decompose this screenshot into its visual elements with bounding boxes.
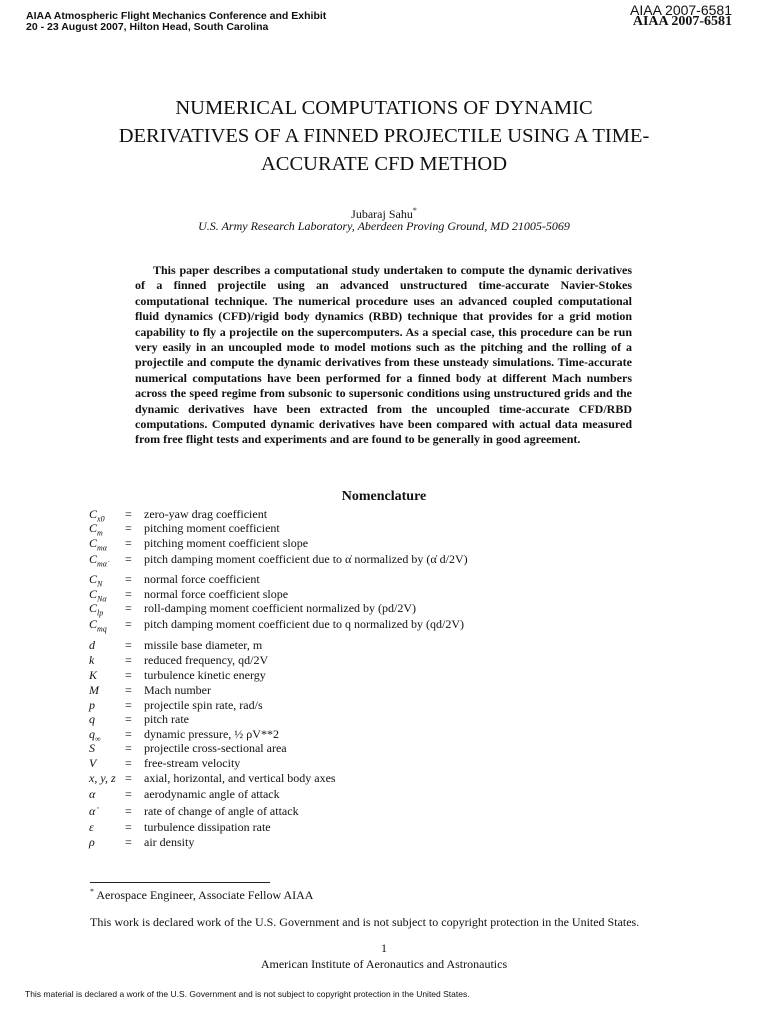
symbol-base: M bbox=[89, 683, 99, 697]
nomenclature-row bbox=[89, 601, 689, 616]
nomenclature-definition: turbulence dissipation rate bbox=[144, 820, 271, 834]
footnote-marker: * bbox=[90, 887, 94, 896]
symbol-base: C bbox=[89, 572, 98, 586]
symbol-base: C bbox=[89, 536, 98, 550]
nomenclature-row bbox=[89, 787, 689, 802]
nomenclature-definition: projectile cross-sectional area bbox=[144, 741, 287, 755]
abstract-text: This paper describes a computational study undertaken to compute the dynamic derivatives of a finned projectile using an advanced unstructured time-accurate Navier-Stokes computational technique. The numerical procedure uses an advanced coupled computational fluid dynamics (CFD)/rigid body dynamics (RBD) technique that provides for a grid motion capability to fly a projectile on the supercomputers. As a special case, this procedure can be run very easily in an uncoupled mode to model motions such as the pitching and the rolling of a projectile and compute the dynamic derivatives from these unsteady simulations. Time-accurate numerical computations have been performed for a finned body at different Mach numbers across the speed regime from subsonic to supersonic conditions using unstructured grids and the dynamic derivatives have been extracted from the uncoupled time-accurate CFD/RBD computations. Computed dynamic derivatives have been compared with actual data measured from free flight tests and experiments and are found to be generally in good agreement. bbox=[135, 263, 632, 447]
nomenclature-row bbox=[89, 804, 689, 819]
symbol-base: V bbox=[89, 756, 97, 770]
nomenclature-definition: turbulence kinetic energy bbox=[144, 668, 266, 682]
symbol-subscript: mα bbox=[97, 543, 107, 553]
nomenclature-symbol bbox=[89, 712, 95, 727]
nomenclature-definition: zero-yaw drag coefficient bbox=[144, 507, 268, 521]
equals-sign: = bbox=[125, 756, 132, 770]
symbol-base: d bbox=[89, 638, 95, 652]
symbol-subscript: x0 bbox=[97, 514, 105, 524]
nomenclature-row bbox=[89, 712, 689, 727]
equals-sign: = bbox=[125, 536, 132, 550]
symbol-base: q bbox=[89, 712, 95, 726]
equals-sign: = bbox=[125, 683, 132, 697]
copyright-note: This material is declared a work of the U.S. Government and is not subject to copyright protection in the United States. bbox=[25, 989, 470, 999]
nomenclature-symbol bbox=[89, 653, 94, 668]
nomenclature-symbol bbox=[89, 756, 96, 771]
title-line-2: DERIVATIVES OF A FINNED PROJECTILE USING A TIME- bbox=[118, 125, 650, 147]
nomenclature-symbol bbox=[89, 820, 94, 835]
equals-sign: = bbox=[125, 587, 132, 601]
nomenclature-row bbox=[89, 587, 689, 602]
symbol-base: ρ bbox=[89, 835, 95, 849]
equals-sign: = bbox=[125, 698, 132, 712]
nomenclature-symbol bbox=[89, 638, 95, 653]
equals-sign: = bbox=[125, 653, 132, 667]
symbol-subscript: Nα bbox=[97, 594, 107, 604]
symbol-base: C bbox=[89, 617, 98, 631]
conference-header bbox=[26, 11, 326, 33]
nomenclature-row bbox=[89, 820, 689, 835]
paper-id-bottom: AIAA 2007-6581 bbox=[632, 14, 732, 29]
equals-sign: = bbox=[125, 727, 132, 741]
symbol-base: S bbox=[89, 741, 95, 755]
nomenclature-row bbox=[89, 741, 689, 756]
nomenclature-row bbox=[89, 683, 689, 698]
nomenclature-definition: axial, horizontal, and vertical body axes bbox=[144, 771, 336, 785]
nomenclature-row bbox=[89, 835, 689, 850]
nomenclature-symbol bbox=[89, 617, 107, 636]
nomenclature-definition: reduced frequency, qd/2V bbox=[144, 653, 269, 667]
nomenclature-row bbox=[89, 756, 689, 771]
nomenclature-row bbox=[89, 668, 689, 683]
author-affiliation: U.S. Army Research Laboratory, Aberdeen Proving Ground, MD 21005-5069 bbox=[198, 219, 570, 233]
symbol-base: C bbox=[89, 521, 98, 535]
symbol-base: ε bbox=[89, 820, 94, 834]
equals-sign: = bbox=[125, 787, 132, 801]
nomenclature-row bbox=[89, 507, 689, 522]
equals-sign: = bbox=[125, 638, 132, 652]
nomenclature-heading: Nomenclature bbox=[341, 489, 427, 504]
equals-sign: = bbox=[125, 601, 132, 615]
conference-dates: 20 - 23 August 2007, Hilton Head, South Carolina bbox=[26, 21, 269, 33]
symbol-subscript: mq bbox=[97, 624, 107, 634]
symbol-subscript: lp bbox=[97, 608, 104, 618]
nomenclature-symbol bbox=[89, 683, 99, 698]
equals-sign: = bbox=[125, 741, 132, 755]
nomenclature-definition: pitching moment coefficient bbox=[144, 521, 280, 535]
nomenclature-row bbox=[89, 552, 689, 567]
publisher-name: American Institute of Aeronautics and Astronautics bbox=[260, 957, 508, 971]
nomenclature-definition: pitch damping moment coefficient due to α̇ normalized by (α̇ d/2V) bbox=[144, 552, 468, 566]
author-name: Jubaraj Sahu bbox=[351, 207, 413, 221]
symbol-base: C bbox=[89, 507, 98, 521]
equals-sign: = bbox=[125, 820, 132, 834]
equals-sign: = bbox=[125, 804, 132, 818]
nomenclature-definition: normal force coefficient bbox=[144, 572, 260, 586]
symbol-base: q bbox=[89, 727, 95, 741]
nomenclature-symbol bbox=[89, 698, 95, 713]
title-line-3: ACCURATE CFD METHOD bbox=[260, 153, 508, 175]
symbol-base: k bbox=[89, 653, 95, 667]
nomenclature-definition: pitching moment coefficient slope bbox=[144, 536, 309, 550]
paper-id-top: AIAA 2007-6581 bbox=[630, 2, 732, 18]
footnote-text: Aerospace Engineer, Associate Fellow AIAA bbox=[96, 888, 314, 902]
equals-sign: = bbox=[125, 617, 132, 631]
equals-sign: = bbox=[125, 668, 132, 682]
equals-sign: = bbox=[125, 712, 132, 726]
nomenclature-symbol bbox=[89, 787, 95, 802]
nomenclature-definition: projectile spin rate, rad/s bbox=[144, 698, 263, 712]
nomenclature-definition: pitch rate bbox=[144, 712, 189, 726]
nomenclature-symbol bbox=[89, 741, 95, 756]
paper-title bbox=[60, 94, 708, 178]
nomenclature-row bbox=[89, 771, 689, 786]
equals-sign: = bbox=[125, 771, 132, 785]
nomenclature-row bbox=[89, 638, 689, 653]
nomenclature-symbol bbox=[89, 668, 97, 683]
nomenclature-definition: aerodynamic angle of attack bbox=[144, 787, 280, 801]
nomenclature-row bbox=[89, 727, 689, 742]
symbol-base: α̇ bbox=[89, 804, 96, 818]
symbol-subscript: mα̇ bbox=[97, 559, 107, 569]
equals-sign: = bbox=[125, 552, 132, 566]
nomenclature-row bbox=[89, 653, 689, 668]
nomenclature-symbol bbox=[89, 804, 95, 819]
symbol-base: p bbox=[89, 698, 95, 712]
nomenclature-definition: normal force coefficient slope bbox=[144, 587, 289, 601]
nomenclature-row bbox=[89, 698, 689, 713]
nomenclature-definition: free-stream velocity bbox=[144, 756, 241, 770]
nomenclature-symbol bbox=[89, 771, 116, 786]
conference-name: AIAA Atmospheric Flight Mechanics Conference and Exhibit bbox=[26, 10, 327, 22]
symbol-base: C bbox=[89, 587, 98, 601]
equals-sign: = bbox=[125, 572, 132, 586]
nomenclature-symbol bbox=[89, 552, 107, 571]
equals-sign: = bbox=[125, 507, 132, 521]
nomenclature-definition: roll-damping moment coefficient normalized by (pd/2V) bbox=[144, 601, 417, 615]
equals-sign: = bbox=[125, 835, 132, 849]
nomenclature-row bbox=[89, 536, 689, 551]
symbol-base: x, y, z bbox=[89, 771, 116, 785]
symbol-subscript: m bbox=[97, 528, 103, 538]
nomenclature-definition: pitch damping moment coefficient due to q normalized by (qd/2V) bbox=[144, 617, 465, 631]
nomenclature-definition: rate of change of angle of attack bbox=[144, 804, 299, 818]
nomenclature-definition: dynamic pressure, ½ ρV**2 bbox=[144, 727, 279, 741]
nomenclature-symbol bbox=[89, 835, 95, 850]
footnote bbox=[90, 887, 313, 903]
nomenclature-definition: Mach number bbox=[144, 683, 211, 697]
footnote-rule bbox=[90, 882, 270, 883]
symbol-base: K bbox=[89, 668, 98, 682]
government-note: This work is declared work of the U.S. Government and is not subject to copyright protection in the United States. bbox=[90, 915, 640, 929]
title-line-1: NUMERICAL COMPUTATIONS OF DYNAMIC bbox=[175, 97, 593, 119]
symbol-subscript: N bbox=[97, 579, 103, 589]
nomenclature-row bbox=[89, 572, 689, 587]
symbol-base: C bbox=[89, 552, 98, 566]
symbol-base: α bbox=[89, 787, 96, 801]
symbol-base: C bbox=[89, 601, 98, 615]
author-footnote-marker: * bbox=[412, 206, 417, 215]
page-number: 1 bbox=[381, 941, 387, 955]
nomenclature-definition: missile base diameter, m bbox=[144, 638, 263, 652]
equals-sign: = bbox=[125, 521, 132, 535]
symbol-subscript: ∞ bbox=[95, 734, 101, 744]
nomenclature-row bbox=[89, 521, 689, 536]
nomenclature-definition: air density bbox=[144, 835, 195, 849]
nomenclature-row bbox=[89, 617, 689, 632]
paper-id-block bbox=[630, 2, 732, 29]
